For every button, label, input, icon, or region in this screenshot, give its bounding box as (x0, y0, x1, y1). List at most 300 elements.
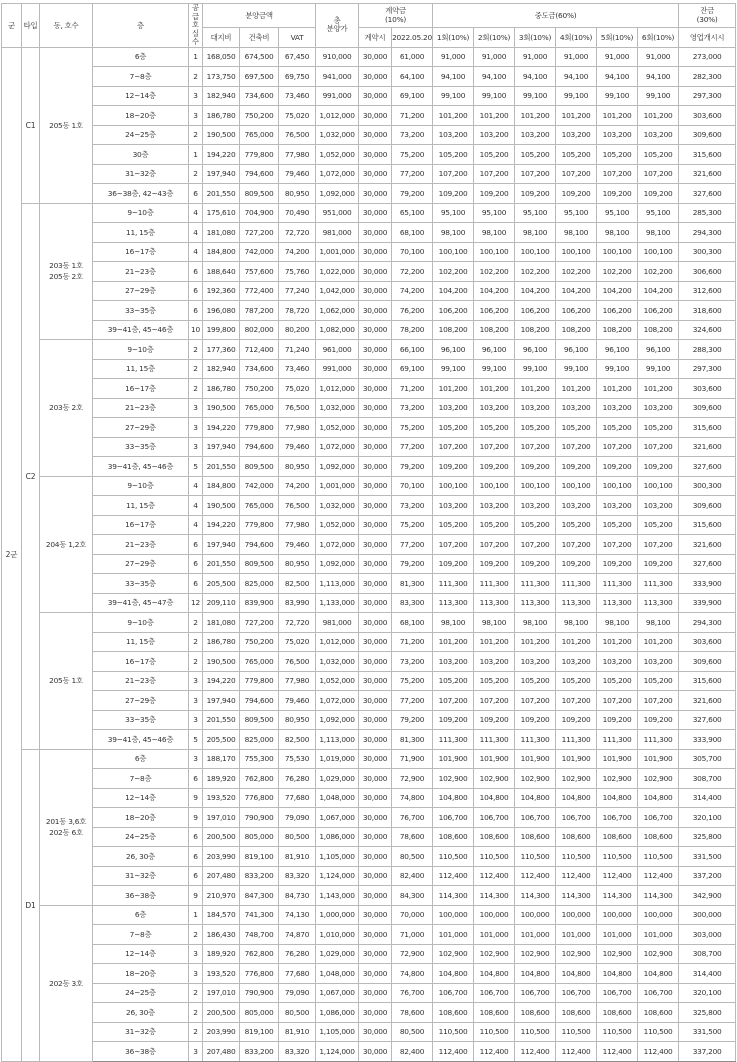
interim-5-cell: 107,200 (597, 535, 638, 555)
interim-6-cell: 98,100 (638, 223, 679, 243)
contract-date-cell: 70,100 (392, 476, 433, 496)
balance-cell: 300,000 (679, 905, 736, 925)
interim-3-cell: 112,400 (515, 866, 556, 886)
table-row (2, 535, 736, 555)
floor-cell: 39~41층, 45~46층 (93, 320, 189, 340)
interim-2-cell: 106,700 (474, 983, 515, 1003)
table-row (2, 67, 736, 87)
interim-2-cell: 101,000 (474, 925, 515, 945)
interim-3-cell: 99,100 (515, 359, 556, 379)
interim-2-cell: 105,200 (474, 515, 515, 535)
interim-4-cell: 105,200 (556, 515, 597, 535)
table-row (2, 398, 736, 418)
contract-date-cell: 79,200 (392, 554, 433, 574)
floor-cell: 26, 30층 (93, 847, 189, 867)
supply-cell: 3 (189, 944, 203, 964)
interim-3-cell: 107,200 (515, 164, 556, 184)
building-cell: 727,200 (240, 613, 279, 633)
interim-1-cell: 107,200 (433, 437, 474, 457)
interim-4-cell: 94,100 (556, 67, 597, 87)
building-cell: 794,600 (240, 691, 279, 711)
supply-cell: 4 (189, 476, 203, 496)
interim-6-cell: 106,700 (638, 983, 679, 1003)
contract-at-cell: 30,000 (359, 320, 392, 340)
balance-cell: 327,600 (679, 457, 736, 477)
total-cell: 1,010,000 (316, 925, 359, 945)
supply-cell: 4 (189, 496, 203, 516)
contract-at-cell: 30,000 (359, 301, 392, 321)
table-row (2, 886, 736, 906)
interim-5-cell: 106,200 (597, 301, 638, 321)
interim-1-cell: 105,200 (433, 515, 474, 535)
total-cell: 991,000 (316, 359, 359, 379)
vat-cell: 81,910 (279, 847, 316, 867)
interim-3-cell: 100,100 (515, 476, 556, 496)
interim-5-cell: 101,900 (597, 749, 638, 769)
contract-at-cell: 30,000 (359, 67, 392, 87)
contract-at-cell: 30,000 (359, 340, 392, 360)
supply-cell: 9 (189, 788, 203, 808)
table-row (2, 223, 736, 243)
interim-6-cell: 109,200 (638, 554, 679, 574)
building-cell: 794,600 (240, 535, 279, 555)
table-row (2, 925, 736, 945)
interim-2-cell: 105,200 (474, 418, 515, 438)
vat-cell: 74,200 (279, 242, 316, 262)
balance-cell: 331,500 (679, 1022, 736, 1042)
floor-cell: 27~29층 (93, 281, 189, 301)
vat-cell: 83,990 (279, 593, 316, 613)
interim-3-cell: 103,200 (515, 398, 556, 418)
interim-4-cell: 101,200 (556, 106, 597, 126)
dong-cell: 201동 3,6호 202동 6호 (40, 749, 93, 905)
interim-2-cell: 98,100 (474, 613, 515, 633)
land-cell: 201,550 (203, 457, 240, 477)
interim-3-cell: 104,800 (515, 964, 556, 984)
contract-at-cell: 30,000 (359, 710, 392, 730)
vat-cell: 79,090 (279, 808, 316, 828)
balance-cell: 303,600 (679, 632, 736, 652)
supply-cell: 3 (189, 964, 203, 984)
interim-3-cell: 113,300 (515, 593, 556, 613)
land-cell: 189,920 (203, 944, 240, 964)
balance-cell: 314,400 (679, 964, 736, 984)
interim-4-cell: 107,200 (556, 437, 597, 457)
price-table (1, 3, 736, 1062)
interim-2-cell: 107,200 (474, 535, 515, 555)
supply-cell: 6 (189, 866, 203, 886)
contract-at-cell: 30,000 (359, 593, 392, 613)
total-cell: 1,072,000 (316, 535, 359, 555)
contract-at-cell: 30,000 (359, 905, 392, 925)
building-cell: 825,000 (240, 730, 279, 750)
interim-2-cell: 110,500 (474, 847, 515, 867)
balance-cell: 297,300 (679, 359, 736, 379)
table-row (2, 671, 736, 691)
interim-5-cell: 110,500 (597, 1022, 638, 1042)
contract-date-cell: 68,100 (392, 613, 433, 633)
land-cell: 199,800 (203, 320, 240, 340)
contract-date-cell: 77,200 (392, 535, 433, 555)
building-cell: 712,400 (240, 340, 279, 360)
interim-1-cell: 98,100 (433, 613, 474, 633)
floor-cell: 18~20층 (93, 808, 189, 828)
land-cell: 197,010 (203, 983, 240, 1003)
interim-6-cell: 105,200 (638, 418, 679, 438)
interim-2-cell: 107,200 (474, 691, 515, 711)
contract-at-cell: 30,000 (359, 164, 392, 184)
interim-1-cell: 105,200 (433, 671, 474, 691)
contract-date-cell: 81,300 (392, 574, 433, 594)
contract-date-cell: 79,200 (392, 184, 433, 204)
table-row (2, 457, 736, 477)
interim-1-cell: 109,200 (433, 554, 474, 574)
interim-1-cell: 107,200 (433, 535, 474, 555)
total-cell: 1,124,000 (316, 866, 359, 886)
supply-cell: 6 (189, 554, 203, 574)
interim-6-cell: 107,200 (638, 164, 679, 184)
contract-at-cell: 30,000 (359, 808, 392, 828)
supply-cell: 10 (189, 320, 203, 340)
floor-cell: 9~10층 (93, 203, 189, 223)
interim-1-cell: 104,800 (433, 788, 474, 808)
land-cell: 209,110 (203, 593, 240, 613)
supply-cell: 6 (189, 262, 203, 282)
interim-4-cell: 100,100 (556, 242, 597, 262)
interim-2-cell: 105,200 (474, 145, 515, 165)
interim-4-cell: 100,100 (556, 476, 597, 496)
total-cell: 1,012,000 (316, 106, 359, 126)
total-cell: 941,000 (316, 67, 359, 87)
total-cell: 1,052,000 (316, 671, 359, 691)
balance-cell: 309,600 (679, 496, 736, 516)
contract-at-cell: 30,000 (359, 145, 392, 165)
interim-5-cell: 102,200 (597, 262, 638, 282)
dong-cell: 205동 1호 (40, 47, 93, 203)
interim-5-cell: 104,200 (597, 281, 638, 301)
table-row (2, 47, 736, 67)
floor-cell: 31~32층 (93, 1022, 189, 1042)
land-cell: 190,500 (203, 398, 240, 418)
contract-at-cell: 30,000 (359, 184, 392, 204)
contract-at-cell: 30,000 (359, 535, 392, 555)
balance-cell: 315,600 (679, 145, 736, 165)
header-land: 대지비 (203, 28, 240, 47)
building-cell: 805,000 (240, 827, 279, 847)
building-cell: 819,100 (240, 1022, 279, 1042)
supply-cell: 2 (189, 340, 203, 360)
vat-cell: 80,500 (279, 827, 316, 847)
contract-at-cell: 30,000 (359, 262, 392, 282)
contract-date-cell: 75,200 (392, 145, 433, 165)
balance-cell: 309,600 (679, 652, 736, 672)
interim-6-cell: 103,200 (638, 398, 679, 418)
interim-2-cell: 102,900 (474, 769, 515, 789)
interim-6-cell: 112,400 (638, 866, 679, 886)
vat-cell: 74,130 (279, 905, 316, 925)
header-balance: 잔금 (30%) (679, 4, 736, 28)
floor-cell: 18~20층 (93, 106, 189, 126)
interim-1-cell: 110,500 (433, 847, 474, 867)
contract-at-cell: 30,000 (359, 47, 392, 67)
interim-2-cell: 105,200 (474, 671, 515, 691)
interim-4-cell: 112,400 (556, 1042, 597, 1062)
vat-cell: 71,240 (279, 340, 316, 360)
interim-5-cell: 98,100 (597, 613, 638, 633)
supply-cell: 3 (189, 1042, 203, 1062)
interim-4-cell: 107,200 (556, 164, 597, 184)
contract-at-cell: 30,000 (359, 788, 392, 808)
interim-5-cell: 91,000 (597, 47, 638, 67)
building-cell: 704,900 (240, 203, 279, 223)
total-cell: 1,072,000 (316, 691, 359, 711)
interim-6-cell: 106,200 (638, 301, 679, 321)
interim-4-cell: 103,200 (556, 496, 597, 516)
total-cell: 1,000,000 (316, 905, 359, 925)
contract-at-cell: 30,000 (359, 613, 392, 633)
interim-2-cell: 109,200 (474, 457, 515, 477)
floor-cell: 24~25층 (93, 827, 189, 847)
interim-5-cell: 112,400 (597, 1042, 638, 1062)
interim-3-cell: 101,200 (515, 379, 556, 399)
interim-4-cell: 104,200 (556, 281, 597, 301)
interim-1-cell: 100,100 (433, 476, 474, 496)
land-cell: 201,550 (203, 710, 240, 730)
header-contract: 계약금 (10%) (359, 4, 433, 28)
contract-at-cell: 30,000 (359, 457, 392, 477)
interim-3-cell: 104,200 (515, 281, 556, 301)
supply-cell: 6 (189, 847, 203, 867)
interim-4-cell: 102,200 (556, 262, 597, 282)
interim-3-cell: 102,900 (515, 769, 556, 789)
interim-6-cell: 102,900 (638, 769, 679, 789)
contract-at-cell: 30,000 (359, 632, 392, 652)
interim-3-cell: 109,200 (515, 457, 556, 477)
building-cell: 779,800 (240, 671, 279, 691)
supply-cell: 6 (189, 184, 203, 204)
interim-6-cell: 112,400 (638, 1042, 679, 1062)
table-row (2, 691, 736, 711)
table-row (2, 788, 736, 808)
interim-5-cell: 101,200 (597, 379, 638, 399)
building-cell: 790,900 (240, 808, 279, 828)
land-cell: 184,570 (203, 905, 240, 925)
balance-cell: 308,700 (679, 769, 736, 789)
floor-cell: 9~10층 (93, 476, 189, 496)
interim-2-cell: 100,000 (474, 905, 515, 925)
table-row (2, 866, 736, 886)
building-cell: 757,600 (240, 262, 279, 282)
table-row (2, 1003, 736, 1023)
floor-cell: 16~17층 (93, 242, 189, 262)
interim-2-cell: 113,300 (474, 593, 515, 613)
contract-date-cell: 74,200 (392, 281, 433, 301)
interim-3-cell: 108,200 (515, 320, 556, 340)
floor-cell: 33~35층 (93, 437, 189, 457)
contract-date-cell: 75,200 (392, 418, 433, 438)
interim-5-cell: 98,100 (597, 223, 638, 243)
interim-4-cell: 104,800 (556, 788, 597, 808)
total-cell: 1,072,000 (316, 164, 359, 184)
land-cell: 173,750 (203, 67, 240, 87)
contract-at-cell: 30,000 (359, 652, 392, 672)
contract-date-cell: 65,100 (392, 203, 433, 223)
interim-4-cell: 104,800 (556, 964, 597, 984)
interim-1-cell: 106,700 (433, 983, 474, 1003)
contract-date-cell: 78,600 (392, 827, 433, 847)
interim-1-cell: 111,300 (433, 730, 474, 750)
total-cell: 1,062,000 (316, 301, 359, 321)
contract-date-cell: 84,300 (392, 886, 433, 906)
interim-5-cell: 95,100 (597, 203, 638, 223)
building-cell: 697,500 (240, 67, 279, 87)
interim-3-cell: 101,000 (515, 925, 556, 945)
interim-3-cell: 102,200 (515, 262, 556, 282)
interim-5-cell: 105,200 (597, 671, 638, 691)
building-cell: 742,000 (240, 476, 279, 496)
interim-6-cell: 109,200 (638, 184, 679, 204)
balance-cell: 315,600 (679, 515, 736, 535)
interim-4-cell: 114,300 (556, 886, 597, 906)
interim-4-cell: 106,200 (556, 301, 597, 321)
vat-cell: 80,950 (279, 457, 316, 477)
contract-date-cell: 83,300 (392, 593, 433, 613)
interim-4-cell: 106,700 (556, 808, 597, 828)
table-row (2, 496, 736, 516)
supply-cell: 3 (189, 398, 203, 418)
contract-at-cell: 30,000 (359, 925, 392, 945)
contract-at-cell: 30,000 (359, 1022, 392, 1042)
interim-1-cell: 108,600 (433, 827, 474, 847)
interim-1-cell: 113,300 (433, 593, 474, 613)
contract-date-cell: 69,100 (392, 86, 433, 106)
total-cell: 991,000 (316, 86, 359, 106)
vat-cell: 75,530 (279, 749, 316, 769)
contract-date-cell: 76,700 (392, 983, 433, 1003)
total-cell: 1,032,000 (316, 652, 359, 672)
interim-2-cell: 112,400 (474, 866, 515, 886)
balance-cell: 333,900 (679, 730, 736, 750)
contract-at-cell: 30,000 (359, 359, 392, 379)
interim-6-cell: 100,000 (638, 905, 679, 925)
floor-cell: 16~17층 (93, 515, 189, 535)
balance-cell: 309,600 (679, 398, 736, 418)
contract-date-cell: 71,900 (392, 749, 433, 769)
table-row (2, 301, 736, 321)
interim-1-cell: 108,200 (433, 320, 474, 340)
contract-at-cell: 30,000 (359, 203, 392, 223)
interim-6-cell: 108,200 (638, 320, 679, 340)
interim-2-cell: 101,900 (474, 749, 515, 769)
interim-4-cell: 98,100 (556, 223, 597, 243)
dong-cell: 202동 3호 (40, 905, 93, 1061)
interim-1-cell: 102,200 (433, 262, 474, 282)
balance-cell: 303,600 (679, 379, 736, 399)
building-cell: 825,000 (240, 574, 279, 594)
floor-cell: 12~14층 (93, 944, 189, 964)
interim-3-cell: 105,200 (515, 145, 556, 165)
total-cell: 1,067,000 (316, 983, 359, 1003)
land-cell: 177,360 (203, 340, 240, 360)
contract-at-cell: 30,000 (359, 106, 392, 126)
supply-cell: 2 (189, 1022, 203, 1042)
vat-cell: 76,500 (279, 652, 316, 672)
interim-5-cell: 108,200 (597, 320, 638, 340)
header-interim-4: 4회(10%) (556, 28, 597, 47)
contract-at-cell: 30,000 (359, 866, 392, 886)
balance-cell: 320,100 (679, 983, 736, 1003)
supply-cell: 2 (189, 1003, 203, 1023)
contract-date-cell: 72,900 (392, 769, 433, 789)
floor-cell: 27~29층 (93, 554, 189, 574)
dong-cell: 203동 2호 (40, 340, 93, 477)
floor-cell: 11, 15층 (93, 359, 189, 379)
interim-1-cell: 103,200 (433, 652, 474, 672)
interim-5-cell: 104,800 (597, 788, 638, 808)
floor-cell: 39~41층, 45~46층 (93, 730, 189, 750)
balance-cell: 318,600 (679, 301, 736, 321)
header-interim-6: 6회(10%) (638, 28, 679, 47)
contract-date-cell: 79,200 (392, 710, 433, 730)
balance-cell: 285,300 (679, 203, 736, 223)
table-row (2, 769, 736, 789)
header-interim: 중도금(60%) (433, 4, 679, 28)
interim-3-cell: 106,700 (515, 983, 556, 1003)
vat-cell: 80,500 (279, 1003, 316, 1023)
interim-6-cell: 101,200 (638, 106, 679, 126)
building-cell: 802,000 (240, 320, 279, 340)
interim-4-cell: 103,200 (556, 652, 597, 672)
contract-at-cell: 30,000 (359, 671, 392, 691)
interim-5-cell: 110,500 (597, 847, 638, 867)
total-cell: 1,032,000 (316, 125, 359, 145)
floor-cell: 39~41층, 45~46층 (93, 457, 189, 477)
balance-cell: 297,300 (679, 86, 736, 106)
total-cell: 1,052,000 (316, 515, 359, 535)
interim-6-cell: 103,200 (638, 652, 679, 672)
interim-3-cell: 105,200 (515, 418, 556, 438)
interim-4-cell: 101,200 (556, 379, 597, 399)
interim-2-cell: 100,100 (474, 242, 515, 262)
total-cell: 1,042,000 (316, 281, 359, 301)
interim-4-cell: 98,100 (556, 613, 597, 633)
interim-5-cell: 105,200 (597, 418, 638, 438)
interim-5-cell: 113,300 (597, 593, 638, 613)
supply-cell: 9 (189, 808, 203, 828)
supply-cell: 2 (189, 632, 203, 652)
interim-3-cell: 101,900 (515, 749, 556, 769)
interim-6-cell: 101,900 (638, 749, 679, 769)
interim-3-cell: 105,200 (515, 671, 556, 691)
interim-5-cell: 102,900 (597, 769, 638, 789)
total-cell: 961,000 (316, 340, 359, 360)
interim-3-cell: 109,200 (515, 710, 556, 730)
contract-at-cell: 30,000 (359, 223, 392, 243)
interim-3-cell: 106,700 (515, 808, 556, 828)
type-cell: C2 (22, 203, 40, 749)
interim-1-cell: 101,200 (433, 379, 474, 399)
interim-5-cell: 99,100 (597, 359, 638, 379)
contract-date-cell: 76,700 (392, 808, 433, 828)
contract-date-cell: 77,200 (392, 691, 433, 711)
balance-cell: 321,600 (679, 437, 736, 457)
land-cell: 197,940 (203, 164, 240, 184)
table-row (2, 515, 736, 535)
interim-1-cell: 106,200 (433, 301, 474, 321)
interim-3-cell: 108,600 (515, 1003, 556, 1023)
total-cell: 981,000 (316, 223, 359, 243)
total-cell: 1,048,000 (316, 788, 359, 808)
